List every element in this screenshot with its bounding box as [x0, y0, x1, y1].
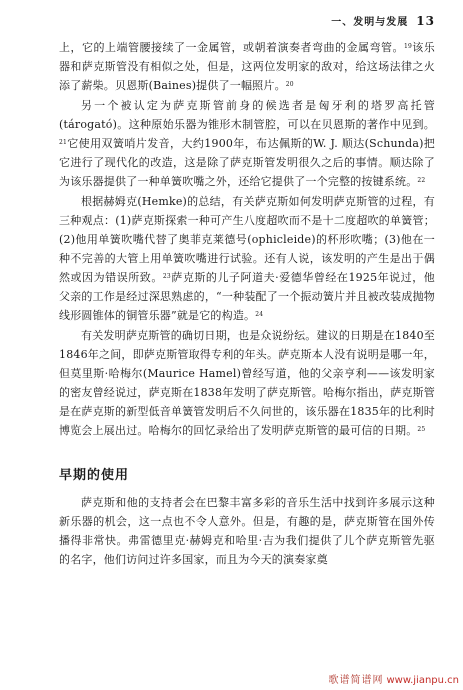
footnote-marker: 25	[417, 426, 426, 433]
footnote-marker: 24	[255, 311, 264, 318]
watermark-site-name: 歌谱简谱网	[328, 675, 384, 686]
page-content	[59, 38, 435, 569]
paragraph-p5	[59, 493, 435, 569]
paragraph-p4	[59, 326, 435, 440]
watermark-url: www.jianpu.cn	[386, 675, 459, 686]
paragraph-p2	[59, 96, 435, 191]
footnote-marker: 20	[285, 81, 294, 88]
paragraph-text: 根据赫姆克(Hemke)的总结，有关萨克斯如何发明萨克斯管的过程，有三种观点：(1)萨克斯探索一种可产生八度超吹而不是十二度超吹的单簧管；(2)他用单簧吹嘴代替了奥菲克莱德号(ophicleide)的杯形吹嘴；(3)他在一种不完善的大管上用单簧吹嘴进行试验。还有人说，该发明的产生是出于偶然或因为错误所致。	[59, 195, 435, 284]
paragraph-text: 有关发明萨克斯管的确切日期，也是众说纷纭。建议的日期是在1840至1846年之间，即萨克斯管取得专利的年头。萨克斯本人没有说明是哪一年，但莫里斯·哈梅尔(Maurice Hamel)曾经写道，他的父亲亨利——该发明家的密友曾经说过，萨克斯在1838年发明了萨克斯管。哈梅尔指出，萨克斯管是在萨克斯的新型低音单簧管发明后不久问世的，该乐器在1835年的比利时博览会上展出过。哈梅尔的回忆录给出了发明萨克斯管的最可信的日期。	[59, 329, 435, 437]
site-watermark	[328, 671, 459, 686]
body-text	[59, 38, 435, 440]
footnote-marker: 19	[403, 43, 412, 50]
paragraph-text: 上，它的上端管腰接续了一金属管，或朝着演奏者弯曲的金属弯管。	[59, 41, 404, 54]
paragraph-text: 它使用双簧哨片发音，大约1900年，布达佩斯的W. J. 顺达(Schunda)把它进行了现代化的改造，这是除了萨克斯管发明很久之后的事情。顺达除了为该乐器提供了一种单簧吹嘴之外，还给它提供了一个完整的按键系统。	[59, 137, 435, 188]
running-head	[331, 13, 435, 28]
footnote-marker: 23	[162, 273, 171, 280]
section-body-text	[59, 493, 435, 569]
section-heading: 早期的使用	[59, 468, 130, 483]
footnote-marker: 22	[417, 177, 426, 184]
paragraph-text: 萨克斯的儿子阿道夫·爱德华曾经在1925年说过，他父亲的工作是经过深思熟虑的，“一种装配了一个振动簧片并且被改装成抛物线形圆锥体的铜管乐器”就是它的构造。	[59, 271, 435, 322]
footnote-marker: 21	[59, 139, 68, 146]
paragraph-text: 另一个被认定为萨克斯管前身的候选者是匈牙利的塔罗高托管(tárogató)。这种原始乐器为锥形木制管腔，可以在贝恩斯的著作中见到。	[59, 99, 435, 131]
paragraph-p3	[59, 192, 435, 325]
paragraph-text: 该乐器和萨克斯管没有相似之处，但是，这两位发明家的敌对，给这场法律之火添了薪柴。贝恩斯(Baines)提供了一幅照片。	[59, 41, 435, 92]
paragraph-p1	[59, 38, 435, 95]
running-head-section-title: 一、发明与发展	[331, 17, 409, 28]
page-number: 13	[416, 14, 435, 28]
paragraph-text: 萨克斯和他的支持者会在巴黎丰富多彩的音乐生活中找到许多展示这种新乐器的机会，这一点也不令人意外。但是，有趣的是，萨克斯管在国外传播得非常快。弗雷德里克·赫姆克和哈里·吉为我们提供了儿个萨克斯管先驱的名字，他们访问过许多国家，而且为今天的演奏家奠	[59, 496, 435, 566]
